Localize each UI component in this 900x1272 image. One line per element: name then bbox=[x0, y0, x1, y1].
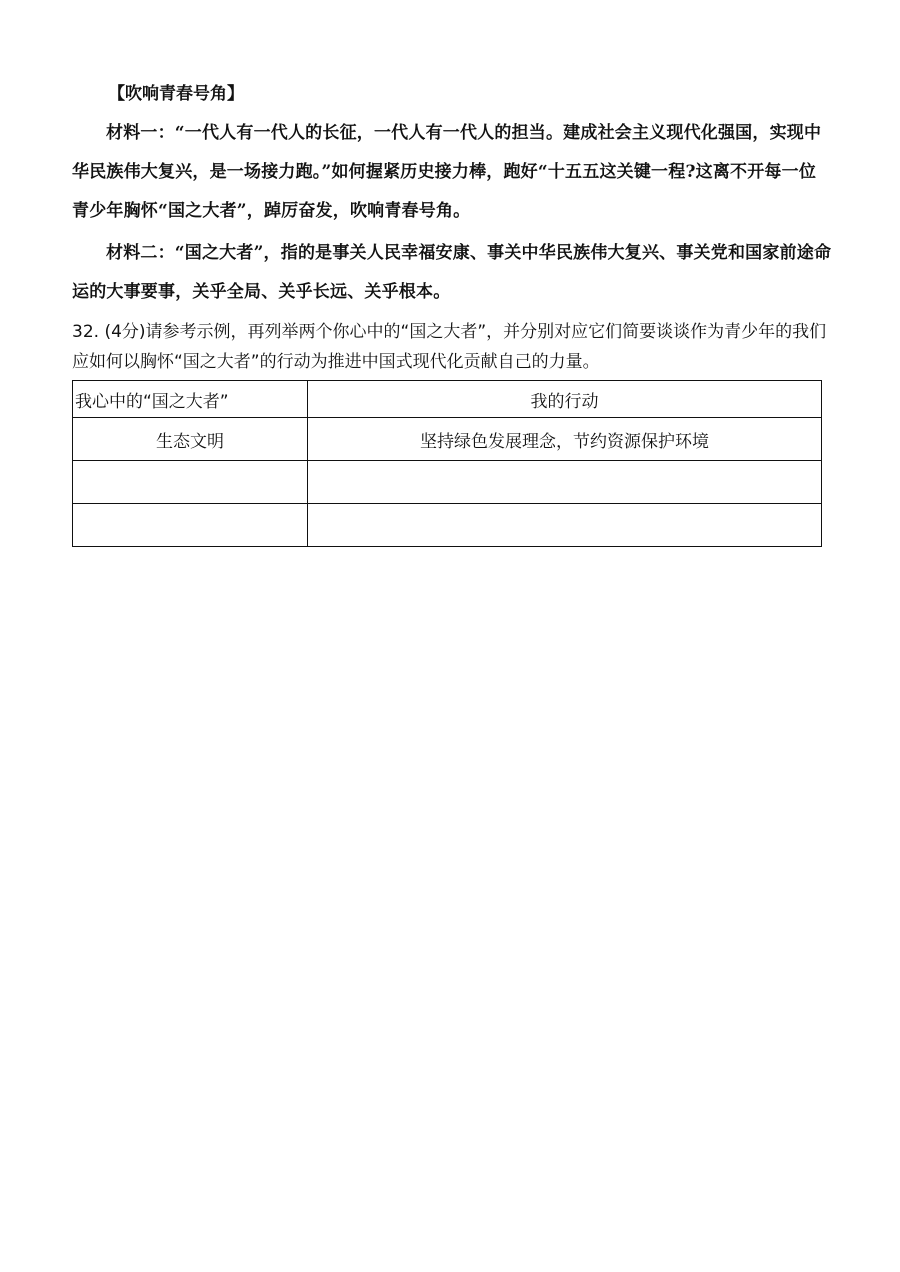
cell-matter-answer-1[interactable] bbox=[73, 461, 308, 504]
cell-matter-example: 生态文明 bbox=[73, 418, 308, 461]
header-my-action: 我的行动 bbox=[308, 381, 822, 418]
cell-action-answer-1[interactable] bbox=[308, 461, 822, 504]
cell-matter-answer-2[interactable] bbox=[73, 504, 308, 547]
table-row bbox=[73, 418, 822, 461]
answer-table bbox=[72, 380, 822, 547]
cell-action-answer-2[interactable] bbox=[308, 504, 822, 547]
cell-action-example: 坚持绿色发展理念，节约资源保护环境 bbox=[308, 418, 822, 461]
section-title: 【吹响青春号角】 bbox=[108, 84, 244, 104]
table-row bbox=[73, 461, 822, 504]
table-header-row bbox=[73, 381, 822, 418]
table-row bbox=[73, 504, 822, 547]
question-32: 32. (4分)请参考示例，再列举两个你心中的“国之大者”，并分别对应它们简要谈谈作为青少年的我们应如何以胸怀“国之大者”的行动为推进中国式现代化贡献自己的力量。 bbox=[72, 322, 827, 372]
header-national-matter: 我心中的“国之大者” bbox=[73, 381, 308, 418]
material-one: 材料一：“一代人有一代人的长征，一代人有一代人的担当。建成社会主义现代化强国，实现中华民族伟大复兴，是一场接力跑。”如何握紧历史接力棒，跑好“十五五这关键一程?这离不开每一位青少年胸怀“国之大者”，踔厉奋发，吹响青春号角。 bbox=[72, 123, 822, 221]
material-two: 材料二：“国之大者”，指的是事关人民幸福安康、事关中华民族伟大复兴、事关党和国家前途命运的大事要事，关乎全局、关乎长远、关乎根本。 bbox=[72, 243, 832, 302]
